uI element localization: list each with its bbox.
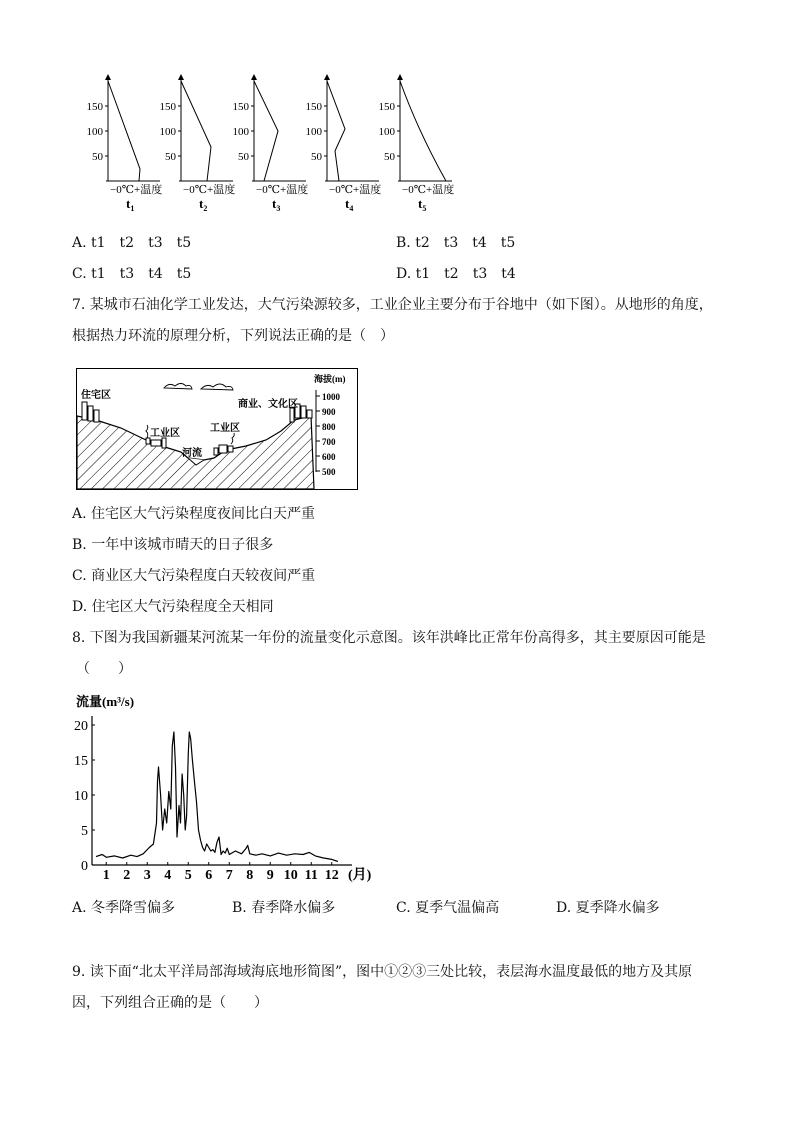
q7-option-c[interactable]: [72, 566, 315, 586]
q6-option-c[interactable]: [72, 264, 191, 284]
option-letter: A.: [72, 506, 87, 522]
profile-x-label: −0℃+温度: [183, 184, 236, 196]
temperature-curve: [108, 81, 140, 181]
chart-xtick-label: 4: [164, 868, 172, 883]
q7-option-a[interactable]: [72, 504, 315, 524]
option-letter: B.: [396, 235, 411, 251]
profile-tick-label: 50: [384, 151, 395, 163]
option-text: t1 t2 t3 t4: [415, 266, 516, 282]
elevation-tick-label: 600: [322, 452, 336, 462]
option-letter: D.: [556, 900, 572, 916]
temp-profile-panel: [233, 77, 309, 213]
option-text: 冬季降雪偏多: [91, 900, 176, 916]
option-text: 住宅区大气污染程度全天相同: [91, 599, 274, 615]
elevation-tick-label: 500: [322, 467, 336, 477]
profile-x-label: −0℃+温度: [329, 184, 382, 196]
profile-tick-label: 150: [86, 101, 103, 113]
q8-stem-line2: （ ）: [76, 661, 132, 677]
valley-cross-section-figure: [76, 368, 358, 490]
profile-tick-label: 100: [305, 126, 322, 138]
profile-label: $t_1$: [126, 196, 135, 213]
q9-stem-line1: 9. 读下面“北太平洋局部海域海底地形简图”，图中①②③三处比较，表层海水温度最低的地方及其原: [72, 964, 693, 980]
temp-profile-panel: [379, 77, 455, 213]
chart-xtick-label: 10: [283, 868, 298, 883]
q8-option-a[interactable]: [72, 898, 175, 918]
chart-xtick-label: 2: [123, 868, 131, 883]
option-text: 住宅区大气污染程度夜间比白天严重: [91, 506, 316, 522]
temp-profile-panel: [87, 77, 163, 213]
q8-option-d[interactable]: [556, 898, 660, 918]
label-industrial-right: 工业区: [210, 423, 240, 434]
option-letter: A.: [72, 900, 87, 916]
temp-profile-panel: [306, 77, 382, 213]
profile-tick-label: 150: [378, 101, 395, 113]
option-text: 春季降水偏多: [251, 900, 336, 916]
profile-tick-label: 50: [92, 151, 103, 163]
chart-xlabel: (月): [348, 868, 372, 883]
elevation-tick-label: 800: [322, 422, 336, 432]
temperature-curve: [327, 81, 345, 181]
temp-profile-panel: [160, 77, 236, 213]
elevation-tick-label: 1000: [322, 392, 340, 402]
chart-ytick-label: 0: [81, 859, 88, 874]
profile-x-label: −0℃+温度: [110, 184, 163, 196]
temperature-curve: [254, 81, 278, 181]
temperature-curve: [400, 81, 446, 181]
q7-option-b[interactable]: [72, 535, 273, 555]
option-text: t2 t3 t4 t5: [415, 235, 516, 251]
profile-x-label: −0℃+温度: [402, 184, 455, 196]
option-letter: C.: [72, 266, 87, 282]
option-letter: C.: [72, 568, 87, 584]
option-letter: D.: [72, 599, 88, 615]
option-text: 一年中该城市晴天的日子很多: [91, 537, 274, 553]
q8-stem-line1: 8. 下图为我国新疆某河流某一年份的流量变化示意图。该年洪峰比正常年份高得多，其主要原因可能是: [72, 630, 706, 646]
chart-xtick-label: 12: [324, 868, 339, 883]
profile-tick-label: 150: [159, 101, 176, 113]
river-flow-chart: [70, 688, 390, 888]
profile-label: $t_5$: [418, 196, 427, 213]
option-text: 夏季气温偏高: [415, 900, 500, 916]
chart-xtick-label: 1: [102, 868, 110, 883]
chart-ytick-label: 5: [81, 824, 88, 839]
temperature-profile-figure: [60, 68, 480, 218]
label-commercial: 商业、文化区: [238, 399, 298, 410]
profile-tick-label: 150: [232, 101, 249, 113]
option-letter: D.: [396, 266, 412, 282]
q9-stem-line2: 因，下列组合正确的是（ ）: [72, 995, 268, 1011]
chart-xtick-label: 7: [225, 868, 233, 883]
profile-tick-label: 100: [86, 126, 103, 138]
option-text: 商业区大气污染程度白天较夜间严重: [91, 568, 316, 584]
chart-xtick-label: 3: [143, 868, 151, 883]
chart-xtick-label: 8: [246, 868, 254, 883]
chart-ytick-label: 15: [74, 754, 88, 769]
profile-tick-label: 100: [378, 126, 395, 138]
chart-xtick-label: 6: [205, 868, 213, 883]
profile-tick-label: 50: [238, 151, 249, 163]
profile-tick-label: 50: [165, 151, 176, 163]
label-industrial-left: 工业区: [150, 428, 180, 439]
q6-option-b[interactable]: [396, 233, 515, 253]
option-letter: C.: [396, 900, 411, 916]
label-river: 河流: [182, 448, 202, 459]
profile-tick-label: 100: [159, 126, 176, 138]
profile-tick-label: 50: [311, 151, 322, 163]
temperature-curve: [181, 81, 211, 181]
chart-ylabel: 流量(m³/s): [76, 694, 135, 709]
q7-option-d[interactable]: [72, 597, 274, 617]
chart-series-line: [96, 732, 338, 862]
q8-option-c[interactable]: [396, 898, 499, 918]
profile-tick-label: 100: [232, 126, 249, 138]
q8-option-b[interactable]: [232, 898, 335, 918]
chart-xtick-label: 11: [304, 868, 318, 883]
option-text: 夏季降水偏多: [575, 900, 660, 916]
option-text: t1 t3 t4 t5: [91, 266, 192, 282]
elevation-title: 海拔(m): [314, 374, 346, 384]
option-letter: A.: [72, 235, 87, 251]
q7-stem-line1: 7. 某城市石油化学工业发达，大气污染源较多，工业企业主要分布于谷地中（如下图）。从地形的角度，: [72, 297, 713, 313]
label-residential: 住宅区: [81, 390, 111, 401]
chart-ytick-label: 10: [74, 789, 88, 804]
profile-label: $t_2$: [199, 196, 208, 213]
q7-stem-line2: 根据热力环流的原理分析，下列说法正确的是（ ）: [72, 328, 394, 344]
chart-xtick-label: 5: [184, 868, 192, 883]
q6-option-a[interactable]: [72, 233, 191, 253]
chart-ytick-label: 20: [74, 719, 88, 734]
elevation-tick-label: 700: [322, 437, 336, 447]
option-letter: B.: [232, 900, 247, 916]
profile-tick-label: 150: [305, 101, 322, 113]
profile-label: $t_3$: [272, 196, 281, 213]
option-text: t1 t2 t3 t5: [91, 235, 192, 251]
chart-xtick-label: 9: [266, 868, 274, 883]
profile-x-label: −0℃+温度: [256, 184, 309, 196]
q6-option-d[interactable]: [396, 264, 516, 284]
option-letter: B.: [72, 537, 87, 553]
profile-label: $t_4$: [345, 196, 354, 213]
elevation-tick-label: 900: [322, 407, 336, 417]
